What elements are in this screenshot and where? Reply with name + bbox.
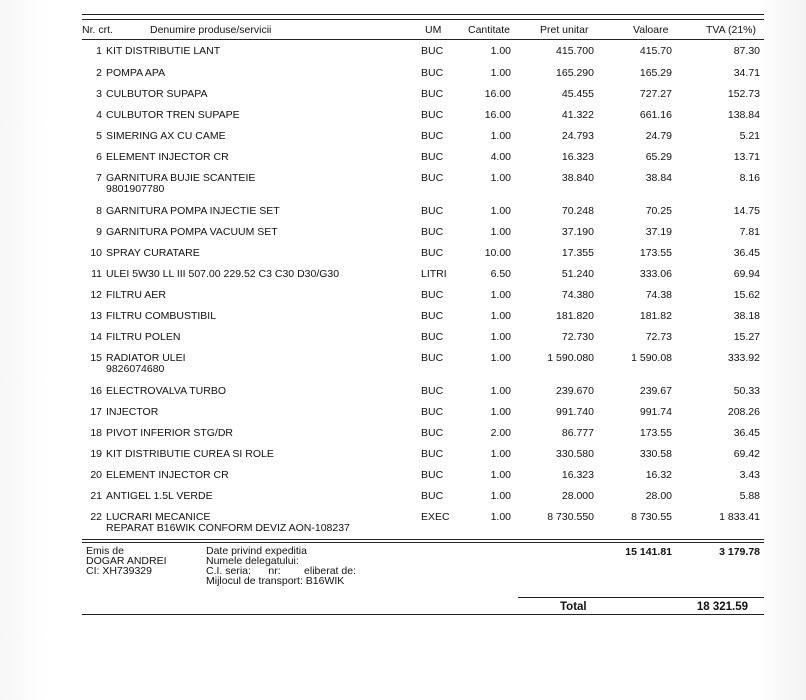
cell-qty: 1.00 (490, 331, 511, 343)
cell-vat: 8.16 (739, 172, 760, 184)
cell-um: BUC (421, 226, 444, 238)
cell-name: SIMERING AX CU CAME (106, 130, 226, 142)
cell-price: 37.190 (561, 226, 594, 238)
expedition-title: Date privind expeditia (206, 545, 307, 557)
cell-vat: 50.33 (733, 385, 760, 397)
cell-price: 74.380 (561, 289, 594, 301)
cell-value: 991.74 (639, 406, 672, 418)
cell-name: POMPA APA (106, 67, 166, 79)
cell-nr: 19 (90, 448, 102, 460)
cell-um: BUC (421, 490, 444, 502)
cell-qty: 1.00 (490, 352, 511, 364)
cell-vat: 87.30 (733, 45, 760, 57)
cell-qty: 1.00 (490, 289, 511, 301)
cell-price: 51.240 (561, 268, 594, 280)
cell-name: GARNITURA POMPA VACUUM SET (106, 226, 278, 238)
cell-nr: 6 (96, 151, 102, 163)
cell-sub: 9801907780 (106, 183, 165, 195)
expedition-transport: Mijlocul de transport: B16WIK (206, 575, 345, 587)
cell-um: BUC (421, 427, 444, 439)
cell-vat: 36.45 (733, 247, 760, 259)
cell-nr: 20 (90, 469, 102, 481)
cell-nr: 1 (96, 45, 102, 57)
cell-um: BUC (421, 406, 444, 418)
cell-name: SPRAY CURATARE (106, 247, 200, 259)
cell-nr: 12 (90, 289, 102, 301)
cell-nr: 13 (90, 310, 102, 322)
cell-price: 165.290 (556, 67, 594, 79)
cell-nr: 2 (96, 67, 102, 79)
cell-name: FILTRU COMBUSTIBIL (106, 310, 217, 322)
footer-rule-1 (82, 539, 764, 540)
cell-nr: 7 (96, 172, 102, 184)
cell-um: BUC (421, 151, 444, 163)
cell-vat: 152.73 (727, 88, 760, 100)
cell-price: 181.820 (556, 310, 594, 322)
cell-qty: 1.00 (490, 406, 511, 418)
cell-nr: 8 (96, 205, 102, 217)
cell-qty: 16.00 (484, 109, 511, 121)
cell-price: 415.700 (556, 45, 594, 57)
cell-qty: 1.00 (490, 511, 511, 523)
cell-nr: 5 (96, 130, 102, 142)
cell-name: INJECTOR (106, 406, 159, 418)
cell-name: CULBUTOR SUPAPA (106, 88, 208, 100)
cell-value: 727.27 (639, 88, 672, 100)
cell-nr: 16 (90, 385, 102, 397)
cell-value: 661.16 (639, 109, 672, 121)
cell-vat: 15.62 (733, 289, 760, 301)
cell-qty: 10.00 (484, 247, 511, 259)
cell-qty: 16.00 (484, 88, 511, 100)
cell-name: LUCRARI MECANICE (106, 511, 211, 523)
cell-nr: 17 (90, 406, 102, 418)
header-um: UM (425, 24, 442, 36)
cell-value: 330.58 (639, 448, 672, 460)
cell-price: 1 590.080 (547, 352, 594, 364)
cell-vat: 7.81 (739, 226, 760, 238)
cell-value: 8 730.55 (631, 511, 672, 523)
cell-value: 239.67 (639, 385, 672, 397)
cell-um: BUC (421, 448, 444, 460)
cell-price: 17.355 (561, 247, 594, 259)
cell-um: BUC (421, 331, 444, 343)
cell-name: ELEMENT INJECTOR CR (106, 151, 229, 163)
cell-qty: 1.00 (490, 67, 511, 79)
cell-vat: 13.71 (733, 151, 760, 163)
cell-vat: 34.71 (733, 67, 760, 79)
cell-nr: 15 (90, 352, 102, 364)
cell-name: GARNITURA BUJIE SCANTEIE (106, 172, 256, 184)
cell-qty: 1.00 (490, 385, 511, 397)
cell-name: GARNITURA POMPA INJECTIE SET (106, 205, 280, 217)
cell-vat: 1 833.41 (719, 511, 760, 523)
cell-nr: 4 (96, 109, 102, 121)
cell-value: 70.25 (645, 205, 672, 217)
cell-sub: 9826074680 (106, 363, 165, 375)
cell-name: ULEI 5W30 LL III 507.00 229.52 C3 C30 D30/G30 (106, 268, 340, 280)
cell-nr: 14 (90, 331, 102, 343)
cell-qty: 1.00 (490, 45, 511, 57)
subtotal-value: 15 141.81 (625, 546, 672, 558)
cell-um: BUC (421, 205, 444, 217)
cell-um: BUC (421, 109, 444, 121)
cell-qty: 1.00 (490, 205, 511, 217)
total-label: Total (560, 601, 587, 613)
cell-um: BUC (421, 45, 444, 57)
cell-vat: 69.42 (733, 448, 760, 460)
cell-vat: 36.45 (733, 427, 760, 439)
cell-vat: 138.84 (727, 109, 760, 121)
cell-qty: 1.00 (490, 490, 511, 502)
cell-value: 16.32 (645, 469, 672, 481)
cell-value: 38.84 (645, 172, 672, 184)
cell-um: BUC (421, 352, 444, 364)
cell-qty: 4.00 (490, 151, 511, 163)
cell-value: 24.79 (645, 130, 672, 142)
header-rule (82, 39, 764, 40)
cell-nr: 22 (90, 511, 102, 523)
subtotal-vat: 3 179.78 (719, 546, 760, 558)
cell-um: BUC (421, 247, 444, 259)
cell-value: 165.29 (639, 67, 672, 79)
cell-um: LITRI (421, 268, 447, 280)
cell-nr: 9 (96, 226, 102, 238)
cell-um: BUC (421, 130, 444, 142)
total-value: 18 321.59 (696, 601, 748, 613)
cell-name: PIVOT INFERIOR STG/DR (106, 427, 233, 439)
cell-nr: 21 (90, 490, 102, 502)
cell-vat: 5.21 (739, 130, 760, 142)
cell-qty: 1.00 (490, 448, 511, 460)
cell-name: ANTIGEL 1.5L VERDE (106, 490, 213, 502)
issuer-label: Emis de (86, 545, 124, 557)
cell-value: 1 590.08 (631, 352, 672, 364)
cell-qty: 1.00 (490, 172, 511, 184)
cell-um: BUC (421, 469, 444, 481)
cell-um: BUC (421, 67, 444, 79)
top-border-inner (82, 19, 764, 20)
cell-name: KIT DISTRIBUTIE CUREA SI ROLE (106, 448, 274, 460)
cell-price: 24.793 (561, 130, 594, 142)
cell-nr: 10 (90, 247, 102, 259)
cell-price: 38.840 (561, 172, 594, 184)
cell-vat: 15.27 (733, 331, 760, 343)
cell-name: ELECTROVALVA TURBO (106, 385, 227, 397)
cell-um: BUC (421, 310, 444, 322)
cell-value: 333.06 (639, 268, 672, 280)
cell-vat: 69.94 (733, 268, 760, 280)
expedition-delegate: Numele delegatului: (206, 555, 299, 567)
cell-value: 173.55 (639, 427, 672, 439)
cell-value: 173.55 (639, 247, 672, 259)
cell-qty: 1.00 (490, 310, 511, 322)
cell-price: 16.323 (561, 151, 594, 163)
cell-name: KIT DISTRIBUTIE LANT (106, 45, 221, 57)
total-rule-top (518, 597, 764, 598)
header-vat: TVA (21%) (706, 24, 756, 36)
cell-value: 415.70 (639, 45, 672, 57)
expedition-ci: C.I. seria: nr: eliberat de: (206, 565, 356, 577)
total-rule-bottom (82, 614, 764, 615)
cell-value: 74.38 (645, 289, 672, 301)
issuer-name: DOGAR ANDREI (86, 555, 167, 567)
cell-qty: 2.00 (490, 427, 511, 439)
cell-price: 28.000 (561, 490, 594, 502)
cell-um: EXEC (421, 511, 450, 523)
cell-um: BUC (421, 385, 444, 397)
issuer-ci: CI: XH739329 (86, 565, 152, 577)
header-nr: Nr. crt. (82, 24, 113, 36)
cell-qty: 1.00 (490, 130, 511, 142)
header-qty: Cantitate (468, 24, 511, 36)
cell-vat: 3.43 (739, 469, 760, 481)
cell-price: 330.580 (556, 448, 594, 460)
cell-price: 45.455 (561, 88, 594, 100)
cell-price: 70.248 (561, 205, 594, 217)
cell-price: 239.670 (556, 385, 594, 397)
cell-vat: 333.92 (727, 352, 760, 364)
header-name: Denumire produse/servicii (150, 24, 272, 36)
cell-name: FILTRU POLEN (106, 331, 181, 343)
cell-nr: 3 (96, 88, 102, 100)
cell-name: RADIATOR ULEI (106, 352, 186, 364)
cell-vat: 38.18 (733, 310, 760, 322)
cell-um: BUC (421, 88, 444, 100)
cell-value: 72.73 (645, 331, 672, 343)
cell-value: 65.29 (645, 151, 672, 163)
cell-nr: 11 (91, 268, 102, 280)
cell-price: 8 730.550 (547, 511, 594, 523)
cell-price: 991.740 (556, 406, 594, 418)
header-price: Pret unitar (540, 24, 589, 36)
cell-vat: 14.75 (733, 205, 760, 217)
cell-um: BUC (421, 172, 444, 184)
cell-nr: 18 (90, 427, 102, 439)
cell-vat: 208.26 (727, 406, 760, 418)
cell-price: 72.730 (561, 331, 594, 343)
cell-qty: 1.00 (490, 226, 511, 238)
cell-name: CULBUTOR TREN SUPAPE (106, 109, 240, 121)
cell-um: BUC (421, 289, 444, 301)
cell-qty: 1.00 (490, 469, 511, 481)
cell-name: FILTRU AER (106, 289, 166, 301)
cell-value: 37.19 (645, 226, 672, 238)
cell-price: 16.323 (561, 469, 594, 481)
cell-qty: 6.50 (490, 268, 511, 280)
cell-price: 41.322 (561, 109, 594, 121)
cell-name: ELEMENT INJECTOR CR (106, 469, 229, 481)
cell-vat: 5.88 (739, 490, 760, 502)
cell-sub: REPARAT B16WIK CONFORM DEVIZ AON-108237 (106, 522, 350, 534)
cell-price: 86.777 (561, 427, 594, 439)
header-value: Valoare (633, 24, 669, 36)
footer-rule-2 (82, 542, 764, 543)
cell-value: 28.00 (645, 490, 672, 502)
cell-value: 181.82 (639, 310, 672, 322)
top-border (82, 14, 764, 15)
